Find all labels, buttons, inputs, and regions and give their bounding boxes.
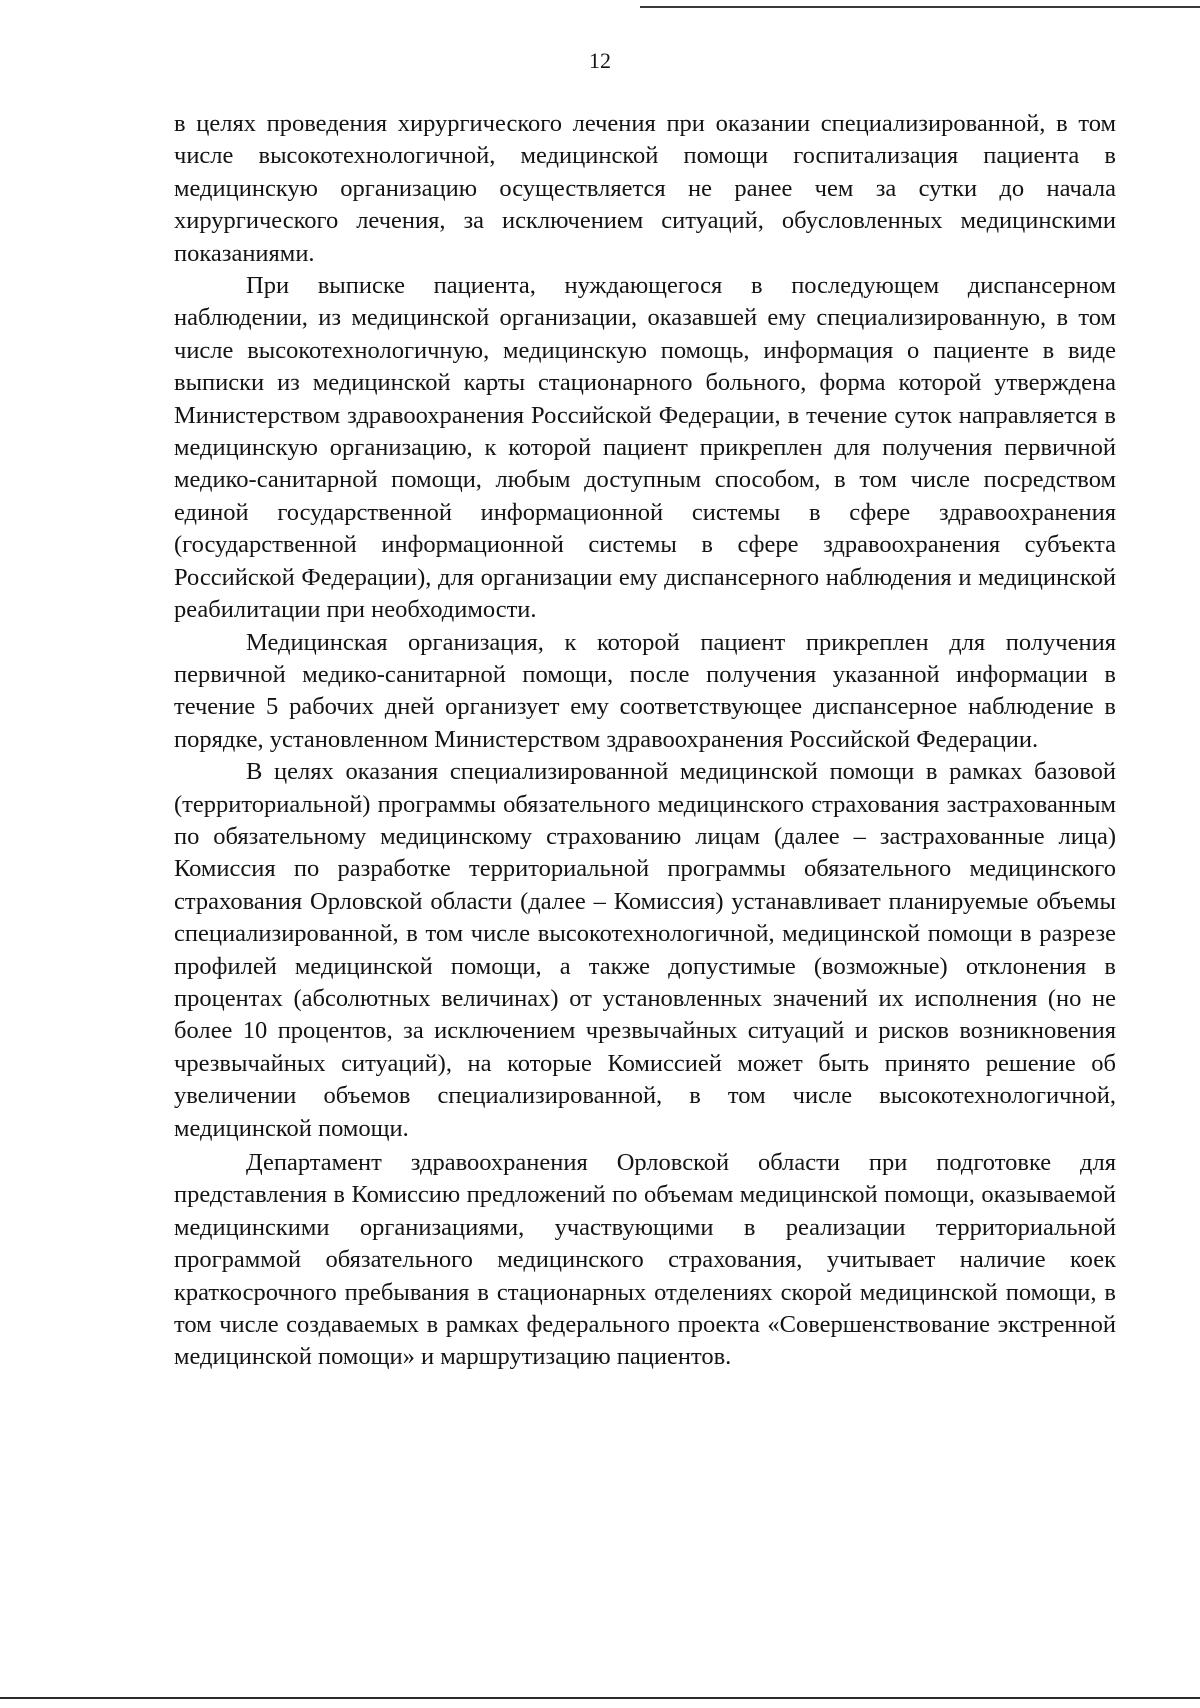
paragraph-department-proposals: Департамент здравоохранения Орловской области при подготовке для представления в Комиссию предложений по объемам медицинской помощи, оказываемой медицинскими организациями, участвующими в реализации территориальной программой обязательного медицинского страхования, учитывает наличие коек краткосрочного пребывания в стационарных отделениях скорой медицинской помощи, в том числе создаваемых в рамках федерального проекта «Совершенствование экстренной медицинской помощи» и маршрутизацию пациентов. [174,1149,1116,1371]
paragraph-discharge-information: При выписке пациента, нуждающегося в последующем диспансерном наблюдении, из медицинской организации, оказавшей ему специализированную, в том числе высокотехнологичную, медицинскую помощь, информация о пациенте в виде выписки из медицинской карты стационарного больного, форма которой утверждена Министерством здравоохранения Российской Федерации, в течение суток направляется в медицинскую организацию, к которой пациент прикреплен для получения первичной медико-санитарной помощи, любым доступным способом, в том числе посредством единой государственной информационной системы в сфере здравоохранения (государственной информационной системы в сфере здравоохранения субъекта Российской Федерации), для организации ему диспансерного наблюдения и медицинской реабилитации при необходимости. [174,272,1116,624]
paragraph-hospitalization-timing: в целях проведения хирургического лечения при оказании специализированной, в том числе высокотехнологичной, медицинской помощи госпитализация пациента в медицинскую организацию осуществляется не ранее чем за сутки до начала хирургического лечения, за исключением ситуаций, обусловленных медицинскими показаниями. [174,110,1116,267]
paragraph-commission-volumes: В целях оказания специализированной медицинской помощи в рамках базовой (территориальной) программы обязательного медицинского страхования застрахованным по обязательному медицинскому страхованию лицам (далее – застрахованные лица) Комиссия по разработке территориальной программы обязательного медицинского страхования Орловской области (далее – Комиссия) устанавливает планируемые объемы специализированной, в том числе высокотехнологичной, медицинской помощи в разрезе профилей медицинской помощи, а также допустимые (возможные) отклонения в процентах (абсолютных величинах) от установленных значений их исполнения (но не более 10 процентов, за исключением чрезвычайных ситуаций и рисков возникновения чрезвычайных ситуаций), на которые Комиссией может быть принято решение об увеличении объемов специализированной, в том числе высокотехнологичной, медицинской помощи. [174,758,1116,1142]
document-body [174,108,1116,1374]
scan-edge-line-bottom [0,1697,1200,1699]
page-number: 12 [589,48,611,73]
paragraph-dispensary-observation: Медицинская организация, к которой пациент прикреплен для получения первичной медико-санитарной помощи, после получения указанной информации в течение 5 рабочих дней организует ему соответствующее диспансерное наблюдение в порядке, установленном Министерством здравоохранения Российской Федерации. [174,628,1116,753]
scan-edge-line-top [640,6,1200,8]
